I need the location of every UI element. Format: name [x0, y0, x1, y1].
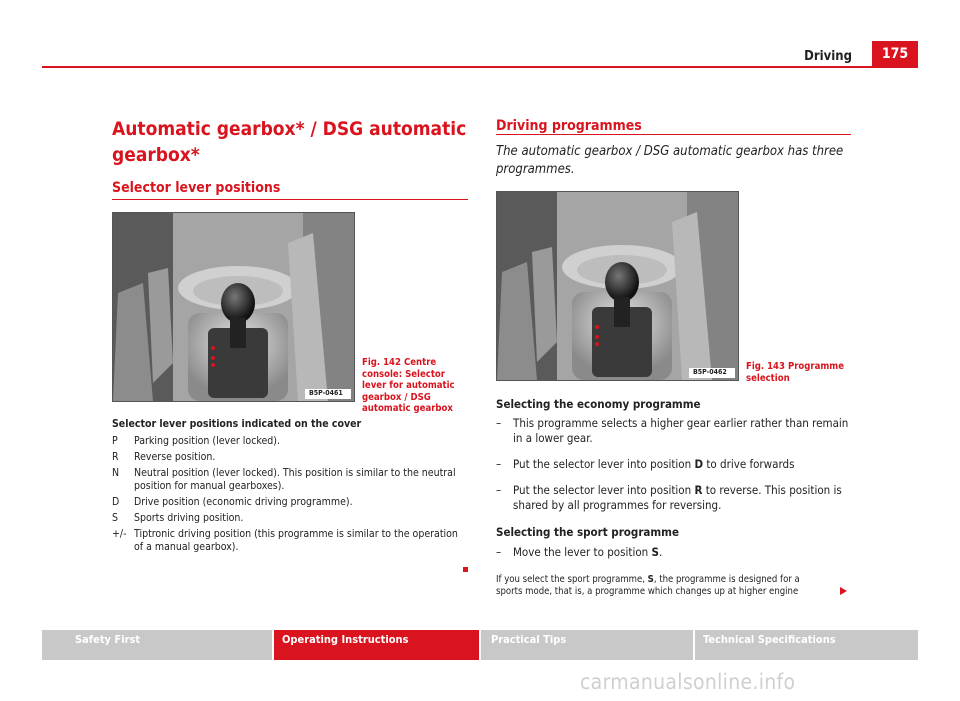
sport-paragraph	[496, 574, 826, 598]
figure-142-photo	[112, 212, 355, 402]
position-key: D	[694, 457, 704, 471]
bullet-text-part: Put the selector lever into position	[513, 457, 695, 471]
watermark: carmanualsonline.info	[580, 670, 796, 694]
dash-bullet: –	[496, 457, 502, 471]
section-rule	[112, 199, 468, 200]
intro-text: The automatic gearbox / DSG automatic gearbox has three programmes.	[496, 144, 844, 177]
position-key: D	[112, 496, 120, 508]
position-text: Drive position (economic driving programme).	[134, 496, 353, 508]
figure-143-photo	[496, 191, 739, 381]
bullet-text	[513, 483, 851, 513]
figure-142-caption	[362, 357, 470, 415]
dash-bullet: –	[496, 483, 502, 497]
position-text: Neutral position (lever locked). This position is similar to the neutral position for manual gearboxes).	[134, 467, 456, 492]
list-heading: Selector lever positions indicated on the cover	[112, 418, 362, 430]
position-key: P	[112, 435, 118, 447]
figure-label: Fig. 142	[362, 357, 401, 368]
list-item	[112, 528, 468, 554]
dash-bullet: –	[496, 545, 502, 559]
list-item	[112, 435, 468, 448]
bullet-text-part: to reverse. This position is shared by all programmes for reversing.	[513, 483, 842, 512]
bullet-text	[513, 416, 851, 446]
tab-practical-tips[interactable]: Practical Tips	[481, 630, 693, 660]
sport-heading: Selecting the sport programme	[496, 525, 679, 539]
position-text: Reverse position.	[134, 451, 216, 463]
figure-label: Fig. 143	[746, 361, 785, 372]
figure-caption-text: Programme selection	[746, 361, 845, 384]
list-item	[496, 545, 851, 560]
figure-143-caption	[746, 361, 854, 384]
section-rule	[496, 134, 851, 135]
chapter-title: Automatic gearbox* / DSG automatic gearbox*	[112, 118, 467, 166]
section-end-marker	[463, 567, 468, 572]
position-key: S	[112, 512, 118, 524]
bullet-text-part: to drive forwards	[703, 457, 795, 471]
page-number: 175	[872, 41, 918, 68]
position-text: Sports driving position.	[134, 512, 244, 524]
economy-heading: Selecting the economy programme	[496, 397, 701, 411]
list-item	[496, 457, 851, 472]
list-item	[112, 496, 468, 509]
bullet-text-part: Put the selector lever into position	[513, 483, 695, 497]
bullet-text-part: This programme selects a higher gear earlier rather than remain in a lower gear.	[513, 416, 849, 445]
position-text: Tiptronic driving position (this programme is similar to the operation of a manual gearbox).	[134, 528, 458, 553]
list-item	[496, 416, 851, 446]
position-key: R	[694, 483, 703, 497]
position-key: N	[112, 467, 120, 479]
list-item	[496, 483, 851, 513]
tab-safety-first[interactable]: Safety First	[42, 630, 272, 660]
bullet-text-part: .	[658, 545, 663, 559]
position-key: +/-	[112, 528, 127, 540]
position-list	[112, 435, 468, 557]
position-key: R	[112, 451, 119, 463]
tab-operating-instructions[interactable]: Operating Instructions	[274, 630, 479, 660]
section-title-driving-programmes: Driving programmes	[496, 118, 642, 134]
section-title: Selector lever positions	[112, 180, 281, 196]
running-header-section: Driving	[804, 49, 852, 64]
continue-arrow-icon	[840, 587, 847, 595]
figure-caption-text: Centre console: Selector lever for automatic gearbox / DSG automatic gearbox	[362, 357, 455, 414]
bullet-text	[513, 545, 662, 560]
bullet-text-part: Move the lever to position	[513, 545, 652, 559]
figure-code: B5P-0462	[693, 368, 727, 376]
list-item	[112, 467, 468, 493]
list-item	[112, 451, 468, 464]
figure-code: B5P-0461	[309, 389, 343, 397]
position-key: S	[647, 574, 654, 585]
paragraph-text: If you select the sport programme,	[496, 574, 648, 585]
list-item	[112, 512, 468, 525]
position-text: Parking position (lever locked).	[134, 435, 280, 447]
bullet-text	[513, 457, 795, 472]
header-rule	[42, 66, 918, 68]
paragraph-text: , the programme is designed for a sports mode, that is, a programme which changes up at higher engine	[496, 574, 800, 597]
dash-bullet: –	[496, 416, 502, 430]
position-key: S	[651, 545, 659, 559]
tab-technical-specifications[interactable]: Technical Specifications	[695, 630, 918, 660]
